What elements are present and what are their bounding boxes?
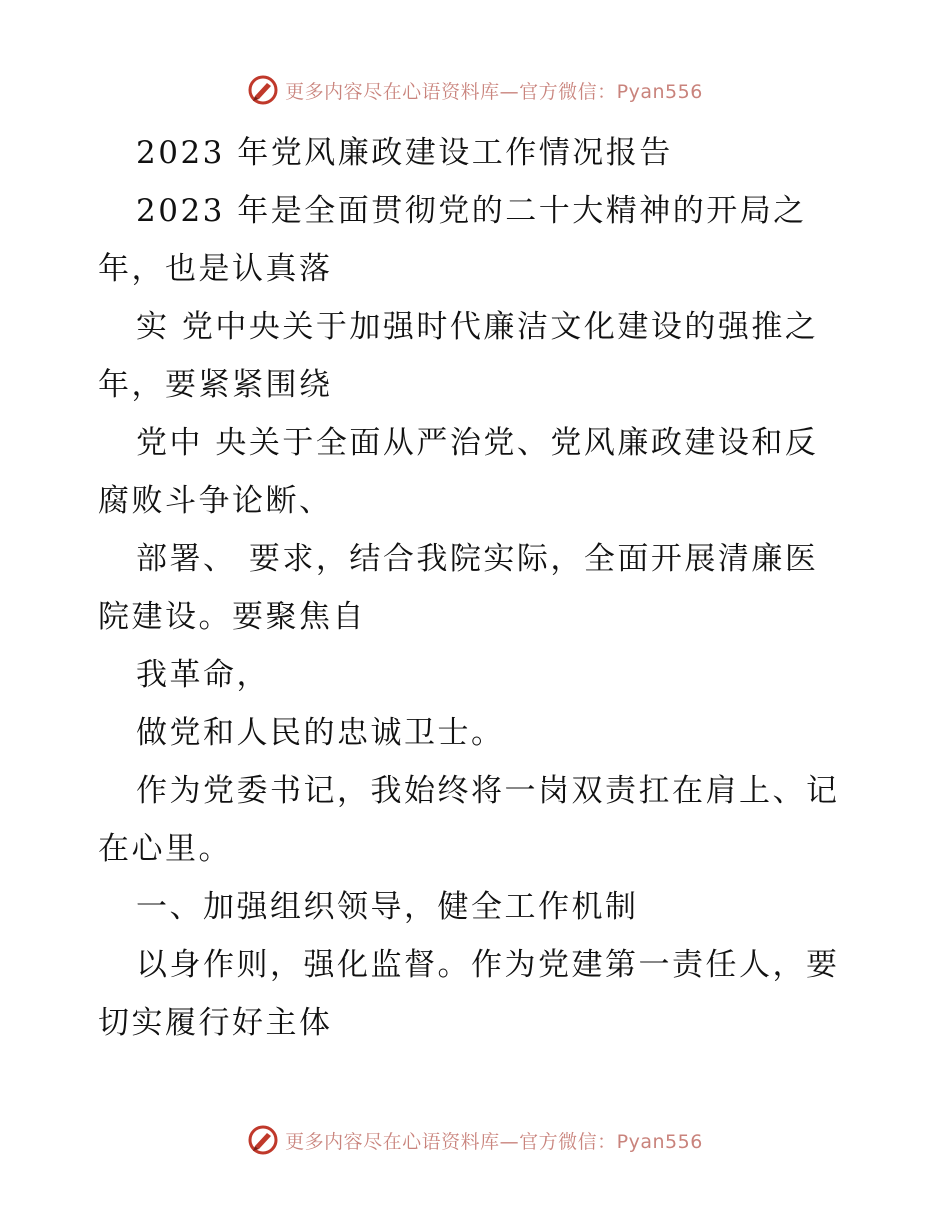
paragraph-line: 在心里。 [98, 831, 232, 867]
document-body [98, 124, 858, 1052]
paragraph-line: 党中 央关于全面从严治党、党风廉政建设和反 [136, 425, 819, 461]
paragraph-line: 我革命， [136, 657, 270, 693]
paragraph-line: 切实履行好主体 [98, 1005, 333, 1041]
paragraph-line: 年，也是认真落 [98, 251, 333, 287]
paragraph-line: 腐败斗争论断、 [98, 483, 333, 519]
paragraph-line: 实 党中央关于加强时代廉洁文化建设的强推之 [136, 309, 819, 345]
footer-watermark [0, 1120, 950, 1160]
watermark-text: 更多内容尽在心语资料库—官方微信：Pyan556 [285, 1130, 703, 1153]
paragraph-line: 年，要紧紧围绕 [98, 367, 333, 403]
pen-logo-icon [247, 1124, 279, 1156]
paragraph-line: 院建设。要聚焦自 [98, 599, 366, 635]
paragraph-line: 部署、 要求，结合我院实际，全面开展清廉医 [136, 541, 819, 577]
header-watermark [0, 70, 950, 110]
section-heading: 一、加强组织领导，健全工作机制 [136, 889, 639, 925]
paragraph-line: 2023 年是全面贯彻党的二十大精神的开局之 [136, 193, 807, 229]
paragraph-line: 以身作则，强化监督。作为党建第一责任人，要 [136, 947, 840, 983]
pen-logo-icon [247, 74, 279, 106]
watermark-text: 更多内容尽在心语资料库—官方微信：Pyan556 [285, 80, 703, 103]
paragraph-line: 做党和人民的忠诚卫士。 [136, 715, 505, 751]
doc-title: 2023 年党风廉政建设工作情况报告 [136, 135, 673, 171]
paragraph-line: 作为党委书记，我始终将一岗双责扛在肩上、记 [136, 773, 840, 809]
